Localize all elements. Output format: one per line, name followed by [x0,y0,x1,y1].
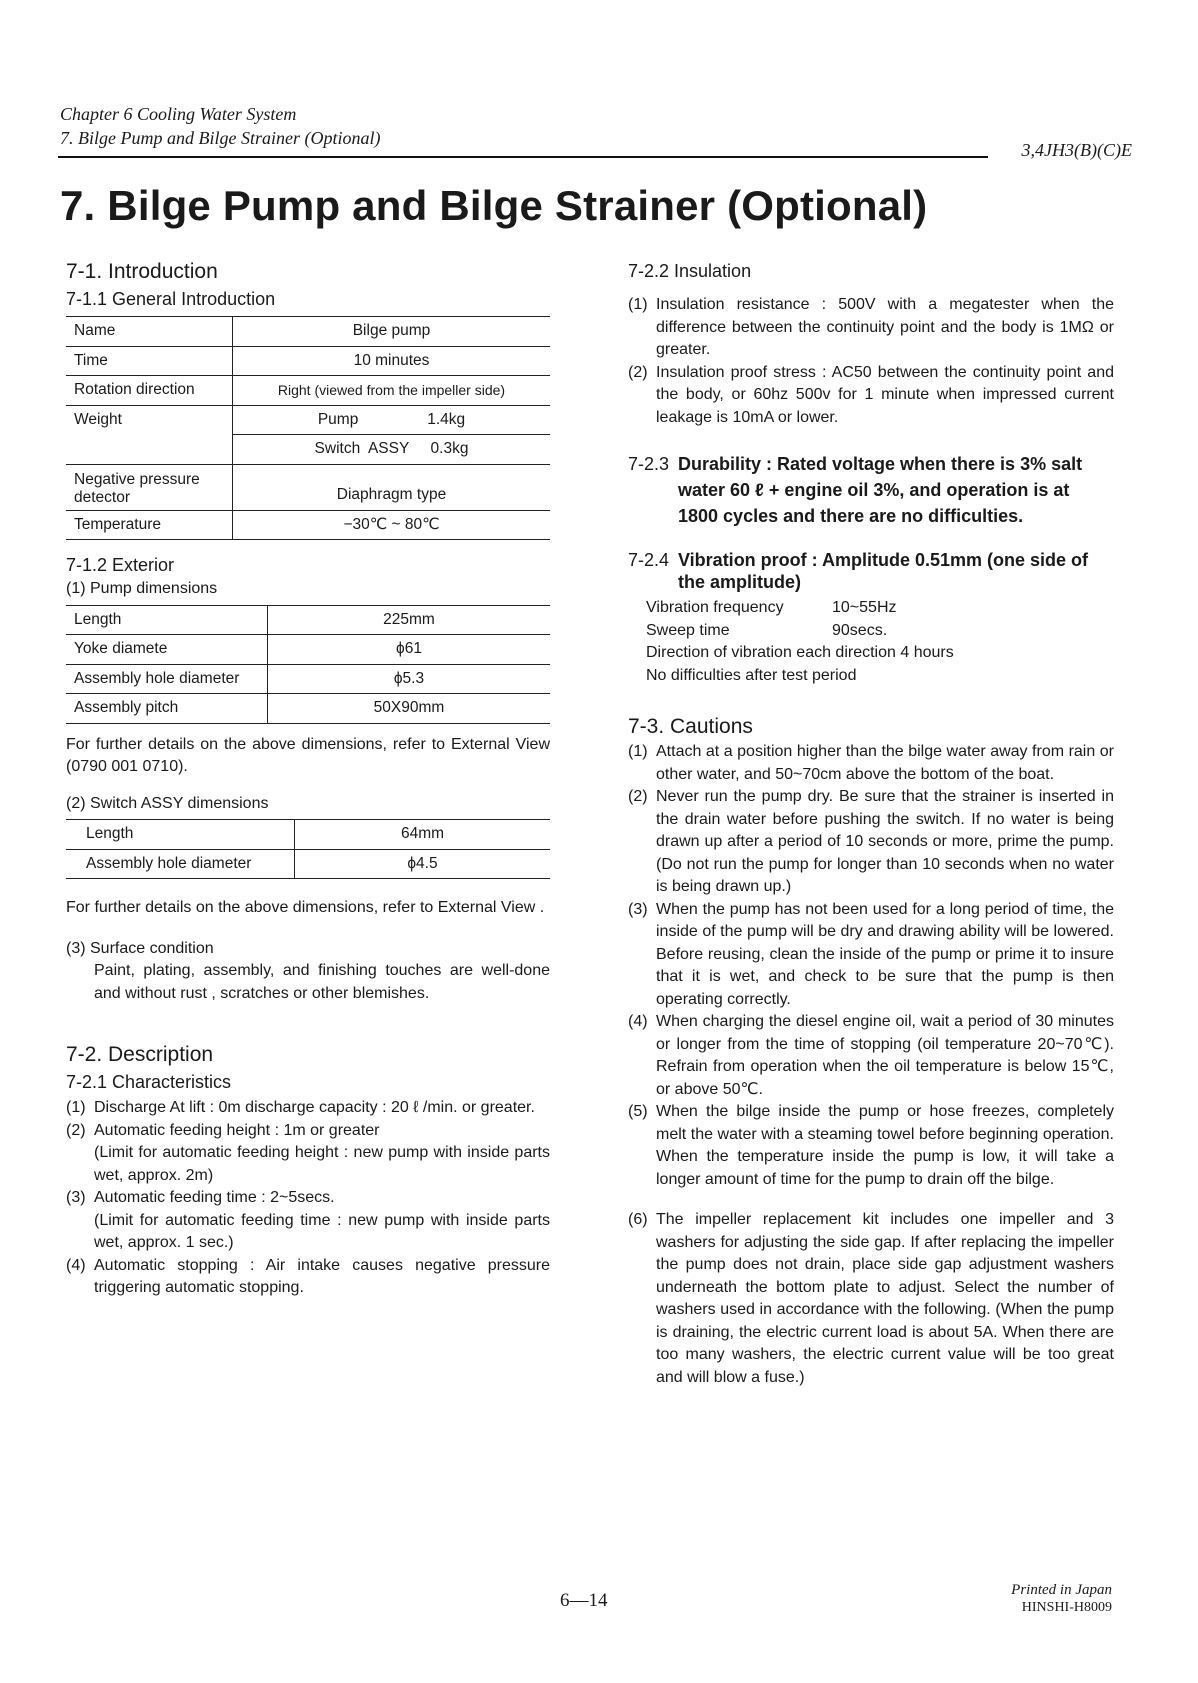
vibration-direction: Direction of vibration each direction 4 hours [646,644,954,661]
item-text: Insulation resistance : 500V with a megatester when the difference between the continuity point and the body is 1MΩ or greater. [656,296,1114,358]
item-subtext: (Limit for automatic feeding time : new pump with inside parts wet, approx. 1 sec.) [94,1211,550,1251]
table-cell-label: Assembly pitch [66,694,268,724]
durability-number: 7-2.3 [628,454,670,474]
model-code: 3,4JH3(B)(C)E [1021,140,1132,160]
vibration-number: 7-2.4 [628,550,670,570]
table-cell-value: ϕ61 [268,635,551,665]
item-text: Insulation proof stress : AC50 between the continuity point and the body, or 60hz 500v for 1 minute when impressed current leakage is 10mA or lower. [656,363,1114,426]
table-cell-label: Rotation direction [66,376,233,406]
item-number: (2) [66,1121,86,1139]
list-item [628,294,1114,362]
table-cell-label: Length [66,605,268,635]
table-cell-value: 64mm [295,820,551,850]
list-item [66,1255,550,1300]
list-item [628,741,1114,786]
table-row [66,694,550,724]
cautions-heading: 7-3. Cautions [628,715,753,738]
table-row [66,464,550,510]
vibration-text: Vibration proof : Amplitude 0.51mm (one side of the amplitude) [678,550,1089,592]
table-row [66,510,550,540]
surface-condition-text: Paint, plating, assembly, and finishing touches are well-done and without rust , scratches or other blemishes. [94,962,550,1002]
list-item [66,1187,550,1210]
list-item [628,362,1114,430]
switch-dimensions-table [66,819,550,879]
table-cell-value: ϕ5.3 [268,664,551,694]
running-head-chapter: Chapter 6 Cooling Water System [60,104,297,124]
general-intro-heading: 7-1.1 General Introduction [66,289,276,309]
item-number: (2) [628,363,648,381]
vibration-row [646,597,1114,620]
vibration-label: Vibration frequency [646,599,784,616]
list-item [628,786,1114,899]
table-row [66,820,550,850]
list-item [66,1120,550,1143]
table-cell-value: 10 minutes [233,346,551,376]
right-column [628,258,1114,1389]
table-row [66,664,550,694]
page-title: 7. Bilge Pump and Bilge Strainer (Optional) [60,182,928,229]
table-row [66,346,550,376]
item-text: When the pump has not been used for a long period of time, the inside of the pump will be dry and drawing ability will be lowered. Before reusing, clean the inside of the pump or prime it to insure that it is wet, and check to be sure that the pump is then operating correctly. [656,900,1114,1008]
table-row [66,849,550,879]
table-cell-value: Right (viewed from the impeller side) [233,376,551,406]
header-rule [58,156,988,158]
item-number: (1) [66,1099,86,1116]
table-cell-label: Temperature [66,510,233,540]
table-row [66,405,550,435]
table-cell-label: Assembly hole diameter [66,849,295,879]
pump-dimensions-label: (1) Pump dimensions [66,580,218,597]
vibration-result: No difficulties after test period [646,666,857,684]
running-head-section: 7. Bilge Pump and Bilge Strainer (Optional) [60,128,381,148]
list-item [628,1011,1114,1101]
table-row [66,376,550,406]
vibration-details [628,597,1114,687]
table-cell-label: Assembly hole diameter [66,664,268,694]
durability-section [628,451,1114,529]
item-text: Discharge At lift : 0m discharge capacity : 20 ℓ /min. or greater. [94,1099,535,1116]
item-number: (4) [66,1256,86,1274]
vibration-label: Sweep time [646,621,730,639]
table-cell-label: Name [66,317,233,347]
vibration-section [628,549,1114,593]
item-text: Attach at a position higher than the bilge water away from rain or other water, and 50~70cm above the bottom of the boat. [656,743,1114,783]
table-cell-value: Pump 1.4kg [233,405,551,435]
item-text: Automatic feeding time : 2~5secs. [94,1189,335,1206]
table-cell-label [66,435,233,465]
table-cell-value: Diaphragm type [233,464,551,510]
item-number: (1) [628,743,648,760]
table-cell-value: Bilge pump [233,317,551,347]
pump-dimensions-note: For further details on the above dimensions, refer to External View (0790 001 0710). [66,735,550,775]
pump-dimensions-table [66,605,550,724]
intro-heading: 7-1. Introduction [66,260,218,283]
list-item [628,1101,1114,1191]
exterior-heading: 7-1.2 Exterior [66,555,175,575]
general-intro-table [66,316,550,540]
item-number: (4) [628,1013,648,1030]
table-cell-label: Length [66,820,295,850]
table-row [66,605,550,635]
document-code: HINSHI-H8009 [1021,1600,1112,1615]
item-text: When the bilge inside the pump or hose freezes, completely melt the water with a steaming towel before beginning operation. When the temperature inside the pump is low, it will take a longer amount of time for the pump to drain off the bilge. [656,1103,1114,1188]
vibration-row [646,620,1114,643]
list-item [66,1097,550,1120]
table-cell-label: Time [66,346,233,376]
description-heading: 7-2. Description [66,1043,214,1066]
item-number: (2) [628,788,648,805]
page-number: 6—14 [560,1590,608,1611]
table-row [66,435,550,465]
insulation-heading: 7-2.2 Insulation [628,261,752,281]
item-number: (6) [628,1211,648,1228]
item-number: (3) [66,1189,86,1206]
item-text: When charging the diesel engine oil, wait a period of 30 minutes or longer from the time of stopping (oil temperature 20~70℃). Refrain from operation when the oil temperature is below 15℃, or above 50℃. [656,1013,1114,1098]
item-text: Automatic feeding height : 1m or greater [94,1121,380,1139]
list-item [628,1209,1114,1389]
table-cell-value: ϕ4.5 [295,849,551,879]
table-row [66,317,550,347]
durability-text: Durability : Rated voltage when there is 3% salt water 60 ℓ + engine oil 3%, and operation is at 1800 cycles and there are no difficulties. [678,454,1083,526]
table-cell-label: Negative pressure detector [66,464,233,510]
table-cell-value: 50X90mm [268,694,551,724]
item-subtext: (Limit for automatic feeding height : new pump with inside parts wet, approx. 2m) [94,1144,550,1184]
surface-condition-label: (3) Surface condition [66,939,214,957]
item-number: (3) [628,900,648,918]
item-number: (5) [628,1103,648,1120]
table-cell-label: Weight [74,411,122,428]
vibration-value: 90secs. [832,621,888,639]
table-cell-value: 225mm [268,605,551,635]
vibration-value: 10~55Hz [832,599,897,616]
switch-dimensions-note: For further details on the above dimensions, refer to External View . [66,899,545,916]
table-cell-label: Yoke diamete [66,635,268,665]
item-text: Never run the pump dry. Be sure that the strainer is inserted in the drain water before pushing the switch. If no water is being drawn up after a period of 10 seconds or more, prime the pump. (Do not run the pump for longer than 10 seconds when no water is being drawn up.) [656,788,1114,895]
list-item [628,899,1114,1012]
table-cell-value: −30℃ ~ 80℃ [233,510,551,540]
switch-dimensions-label: (2) Switch ASSY dimensions [66,794,269,812]
item-text: Automatic stopping : Air intake causes negative pressure triggering automatic stopping. [94,1256,550,1296]
item-text: The impeller replacement kit includes one impeller and 3 washers for adjusting the side gap. If after replacing the impeller the pump does not drain, place side gap adjustment washers underneath the bottom plate to adjust. Select the number of washers used in accordance with the following. (When the pump is draining, the electric current load is about 5A. When there are too many washers, the electric current value will be too great and will blow a fuse.) [656,1211,1114,1386]
left-column [66,258,550,1300]
characteristics-heading: 7-2.1 Characteristics [66,1072,232,1092]
item-number: (1) [628,296,648,313]
table-cell-value: Switch ASSY 0.3kg [233,435,551,465]
table-row [66,635,550,665]
printed-in: Printed in Japan [1011,1582,1112,1598]
